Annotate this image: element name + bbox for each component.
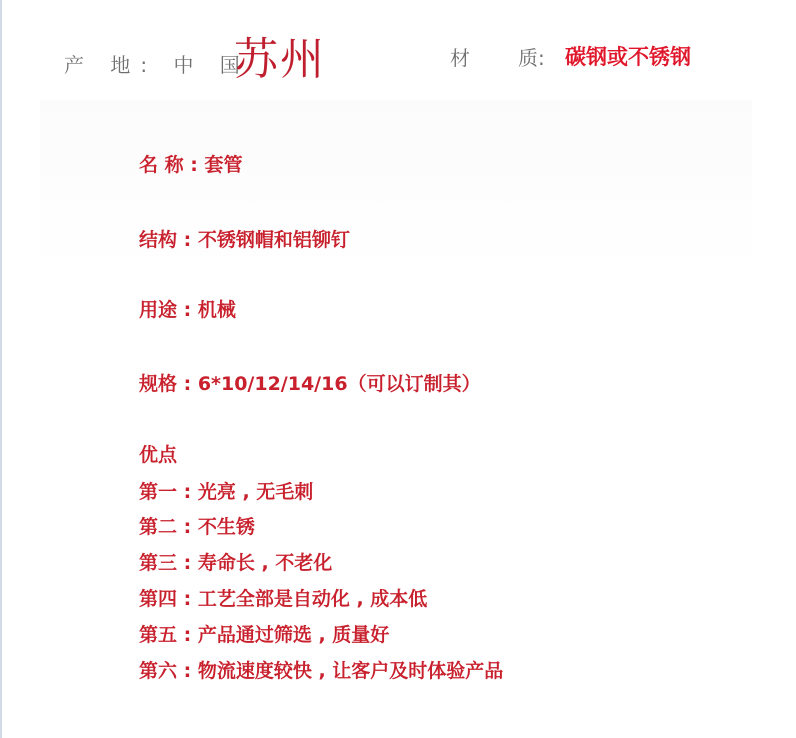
left-border	[0, 0, 2, 738]
origin-value: 苏州	[234, 34, 326, 85]
advantage-item: 第四 : 工艺全部是自动化 , 成本低	[139, 588, 428, 610]
origin-label: 产 地: 中 国	[64, 53, 250, 77]
spec-structure: 结构 : 不锈钢帽和铝铆钉	[139, 229, 350, 251]
material-label-char-1: 材	[450, 46, 470, 70]
material-value: 碳钢或不锈钢	[565, 45, 691, 69]
material-label	[450, 42, 545, 71]
material-label-char-2: 质:	[518, 46, 545, 70]
advantages-title: 优点	[139, 444, 178, 466]
spec-size: 规格 : 6*10/12/14/16（可以订制其）	[139, 373, 481, 395]
advantage-item: 第六 : 物流速度较快 , 让客户及时体验产品	[139, 660, 504, 682]
advantage-item: 第三 : 寿命长 , 不老化	[139, 552, 333, 574]
advantage-item: 第五 : 产品通过筛选 , 质量好	[139, 624, 390, 646]
advantage-item: 第二 : 不生锈	[139, 516, 255, 538]
spec-name: 名 称 : 套管	[139, 154, 243, 176]
advantage-item: 第一 : 光亮 , 无毛刺	[139, 481, 314, 503]
spec-usage: 用途 : 机械	[139, 299, 236, 321]
header-bar	[0, 0, 796, 100]
